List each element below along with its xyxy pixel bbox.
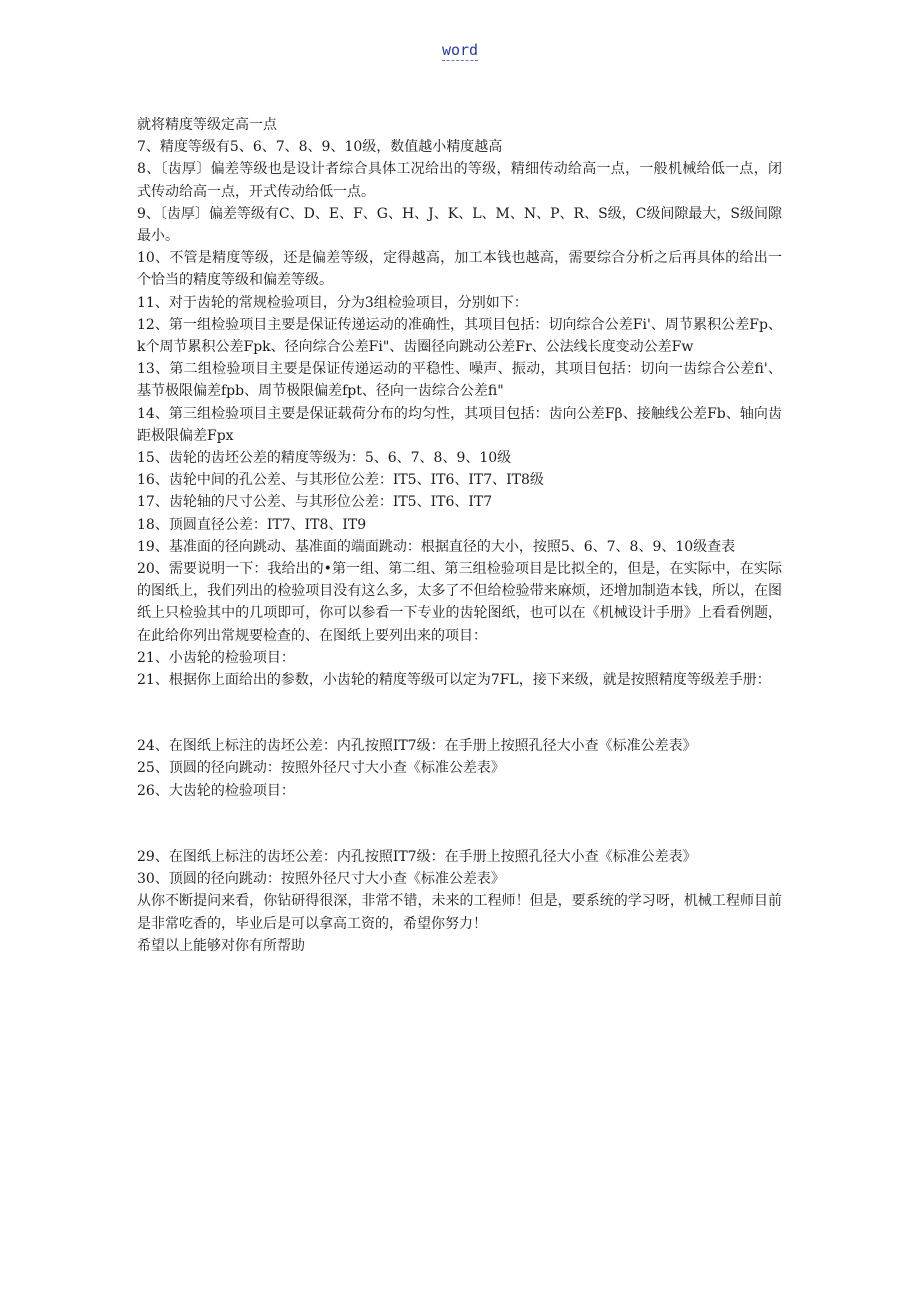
paragraph: 从你不断提问来看，你钻研得很深，非常不错，未来的工程师！但是，要系统的学习呀，机械工程师目前是非常吃香的，毕业后是可以拿高工资的，希望你努力！ [137, 893, 782, 932]
word-link[interactable]: word [441, 41, 479, 59]
blank-space [137, 802, 782, 846]
paragraph: 29、在图纸上标注的齿坯公差：内孔按照IT7级：在手册上按照孔径大小查《标准公差表》 [137, 848, 697, 865]
paragraph: 8、〔齿厚〕偏差等级也是设计者综合具体工况给出的等级，精细传动给高一点，一般机械给低一点，闭式传动给高一点，开式传动给低一点。 [137, 161, 782, 200]
paragraph: 15、齿轮的齿坯公差的精度等级为：5、6、7、8、9、10级 [137, 450, 512, 467]
paragraph: 12、第一组检验项目主要是保证传递运动的准确性，其项目包括：切向综合公差Fi'、周节累积公差Fp、k个周节累积公差Fpk、径向综合公差Fi"、齿圈径向跳动公差Fr、公法线长度变动公差Fw [137, 316, 782, 356]
paragraph: 10、不管是精度等级，还是偏差等级，定得越高，加工本钱也越高，需要综合分析之后再具体的给出一个恰当的精度等级和偏差等级。 [137, 250, 782, 289]
paragraph: 就将精度等级定高一点 [137, 117, 277, 133]
paragraph: 18、顶圆直径公差：IT7、IT8、IT9 [137, 516, 367, 533]
paragraph: 21、小齿轮的检验项目： [137, 649, 295, 666]
paragraph: 7、精度等级有5、6、7、8、9、10级，数值越小精度越高 [137, 139, 503, 156]
paragraph: 13、第二组检验项目主要是保证传递运动的平稳性、噪声、振动，其项目包括：切向一齿综合公差fi'、基节极限偏差fpb、周节极限偏差fpt、径向一齿综合公差fi" [137, 361, 782, 400]
page-header [0, 40, 920, 59]
paragraph: 11、对于齿轮的常规检验项目，分为3组检验项目，分别如下： [137, 294, 528, 311]
document-body [137, 114, 782, 957]
paragraph: 17、齿轮轴的尺寸公差、与其形位公差：IT5、IT6、IT7 [137, 494, 493, 511]
paragraph: 希望以上能够对你有所帮助 [137, 937, 305, 954]
paragraph: 14、第三组检验项目主要是保证载荷分布的均匀性，其项目包括：齿向公差Fβ、接触线公差Fb、轴向齿距极限偏差Fpx [137, 405, 782, 444]
paragraph: 21、根据你上面给出的参数，小齿轮的精度等级可以定为7FL，接下来级，就是按照精度等级差手册： [137, 672, 771, 689]
paragraph: 25、顶圆的径向跳动：按照外径尺寸大小查《标准公差表》 [137, 760, 505, 777]
paragraph: 30、顶圆的径向跳动：按照外径尺寸大小查《标准公差表》 [137, 871, 505, 888]
paragraph: 20、需要说明一下：我给出的•第一组、第二组、第三组检验项目是比拟全的，但是，在实际中，在实际的图纸上，我们列出的检验项目没有这么多，太多了不但给检验带来麻烦，还增加制造本钱，所以，在图纸上只检验其中的几项即可，你可以参看一下专业的齿轮图纸，也可以在《机械设计手册》上看看例题，在此给你列出常规要检查的、在图纸上要列出来的项目： [137, 561, 782, 644]
paragraph: 9、〔齿厚〕偏差等级有C、D、E、F、G、H、J、K、L、M、N、P、R、S级，C级间隙最大，S级间隙最小。 [137, 205, 782, 245]
paragraph: 16、齿轮中间的孔公差、与其形位公差：IT5、IT6、IT7、IT8级 [137, 472, 544, 489]
paragraph: 26、大齿轮的检验项目： [137, 782, 295, 799]
blank-space [137, 691, 782, 735]
paragraph: 24、在图纸上标注的齿坯公差：内孔按照IT7级：在手册上按照孔径大小查《标准公差表》 [137, 738, 697, 755]
paragraph: 19、基准面的径向跳动、基准面的端面跳动：根据直径的大小，按照5、6、7、8、9、10级查表 [137, 538, 736, 555]
